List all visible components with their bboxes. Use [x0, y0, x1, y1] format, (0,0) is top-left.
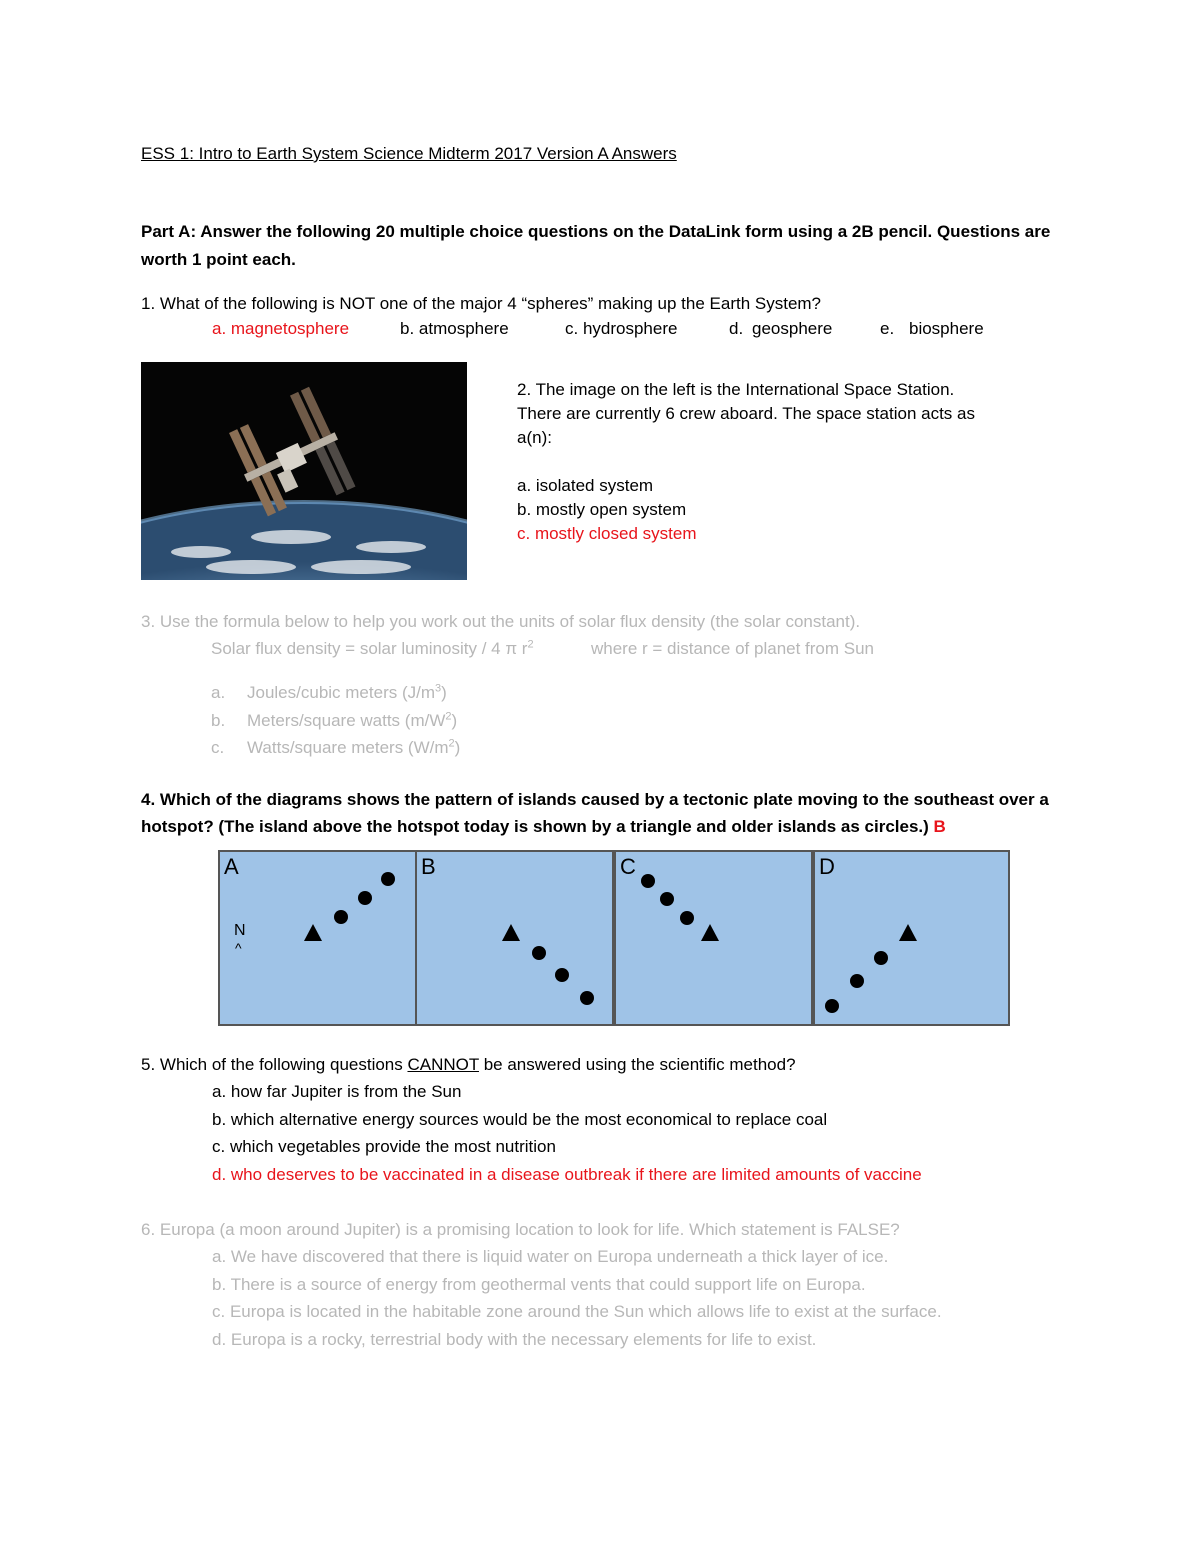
island-circle: [641, 874, 655, 888]
q3-option-c-end: ): [454, 738, 461, 757]
panel-letter-c: C: [620, 854, 636, 879]
q5-question-start: 5. Which of the following questions: [141, 1055, 408, 1074]
north-label: N: [234, 922, 246, 939]
diagram-panel-c: [614, 850, 813, 1026]
q3-option-a-sup: 3: [435, 682, 442, 695]
q2-option-b: b. mostly open system: [517, 500, 687, 519]
hotspot-diagrams: [218, 850, 1010, 1030]
q1-option-d-text: geosphere: [752, 319, 833, 338]
q5-option-b: b. which alternative energy sources would be the most economical to replace coal: [212, 1110, 828, 1129]
q1-question: 1. What of the following is NOT one of the major 4 “spheres” making up the Earth System?: [141, 294, 822, 313]
q6-option-b: b. There is a source of energy from geothermal vents that could support life on Europa.: [212, 1275, 866, 1294]
part-a-instructions-line2: worth 1 point each.: [141, 250, 296, 269]
q6-option-d: d. Europa is a rocky, terrestrial body with the necessary elements for life to exist.: [212, 1330, 817, 1349]
q2-option-a: a. isolated system: [517, 476, 654, 495]
island-circle: [334, 910, 348, 924]
q5-question-end: be answered using the scientific method?: [478, 1055, 796, 1074]
q1-option-e-letter: e.: [880, 319, 895, 338]
q1-option-d-letter: d.: [729, 319, 744, 338]
q3-option-b-text: [247, 710, 457, 732]
q1-option-a: a. magnetosphere: [212, 319, 350, 338]
iss-photo-illustration: [141, 362, 467, 580]
island-circle: [874, 951, 888, 965]
q2-line3: a(n):: [517, 428, 552, 447]
island-circle: [580, 991, 594, 1005]
hotspot-triangle: [502, 924, 520, 941]
q3-option-a-label: Joules/cubic meters (J/m: [247, 683, 435, 702]
part-a-instructions-line1: Part A: Answer the following 20 multiple choice questions on the DataLink form using a 2B pencil. Questions are: [141, 222, 1051, 241]
q2-option-c: c. mostly closed system: [517, 524, 697, 543]
q6-option-a: a. We have discovered that there is liquid water on Europa underneath a thick layer of ice.: [212, 1247, 889, 1266]
island-circle: [825, 999, 839, 1013]
diagram-panel-d: [813, 850, 1010, 1026]
q5-question-emphasis: CANNOT: [407, 1055, 479, 1074]
q6-question: 6. Europa (a moon around Jupiter) is a promising location to look for life. Which statement is FALSE?: [141, 1220, 900, 1239]
q3-formula: [211, 638, 534, 660]
q4-answer: B: [933, 817, 946, 836]
q1-option-e-text: biosphere: [909, 319, 984, 338]
q3-option-b-label: Meters/square watts (m/W: [247, 711, 446, 730]
q3-formula-text: Solar flux density = solar luminosity / 4 π r: [211, 639, 528, 658]
diagram-panel-a: [218, 850, 417, 1026]
diagram-panel-b: [415, 850, 614, 1026]
q4-line1: 4. Which of the diagrams shows the pattern of islands caused by a tectonic plate moving to the southeast over a: [141, 790, 1049, 809]
q3-option-b-end: ): [451, 711, 458, 730]
island-circle: [358, 891, 372, 905]
q3-formula-where: where r = distance of planet from Sun: [591, 639, 875, 658]
q3-option-c-label: Watts/square meters (W/m: [247, 738, 449, 757]
island-circle: [680, 911, 694, 925]
q3-option-a-text: [247, 682, 447, 704]
q2-line1: 2. The image on the left is the International Space Station.: [517, 380, 955, 399]
q5-option-d: d. who deserves to be vaccinated in a disease outbreak if there are limited amounts of vaccine: [212, 1165, 922, 1184]
q3-option-c-sup: 2: [448, 737, 455, 750]
panel-d-shapes: [815, 852, 1008, 1024]
q3-question: 3. Use the formula below to help you work out the units of solar flux density (the solar constant).: [141, 612, 861, 631]
q5-option-a: a. how far Jupiter is from the Sun: [212, 1082, 462, 1101]
q3-option-a-letter: a.: [211, 683, 226, 702]
iss-photo: [141, 362, 467, 580]
panel-a-shapes: [220, 852, 415, 1024]
q5-option-c: c. which vegetables provide the most nutrition: [212, 1137, 556, 1156]
panel-letter-b: B: [421, 854, 436, 879]
q1-option-b: b. atmosphere: [400, 319, 509, 338]
q3-option-b-letter: b.: [211, 711, 226, 730]
q3-option-c-letter: c.: [211, 738, 225, 757]
hotspot-triangle: [701, 924, 719, 941]
panel-c-shapes: [616, 852, 811, 1024]
island-circle: [850, 974, 864, 988]
q3-option-b-sup: 2: [445, 710, 452, 723]
island-circle: [381, 872, 395, 886]
q3-formula-sup: 2: [527, 638, 534, 651]
island-circle: [555, 968, 569, 982]
q1-option-c: c. hydrosphere: [565, 319, 678, 338]
q2-line2: There are currently 6 crew aboard. The space station acts as: [517, 404, 975, 423]
q4-line2: [141, 816, 946, 838]
q3-option-a-end: ): [441, 683, 447, 702]
island-circle: [532, 946, 546, 960]
q3-option-c-text: [247, 737, 460, 759]
document-title: ESS 1: Intro to Earth System Science Midterm 2017 Version A Answers: [141, 144, 677, 163]
island-circle: [660, 892, 674, 906]
q6-option-c: c. Europa is located in the habitable zone around the Sun which allows life to exist at the surface.: [212, 1302, 942, 1321]
north-arrow-icon: ^: [235, 940, 242, 956]
hotspot-triangle: [304, 924, 322, 941]
panel-b-shapes: [417, 852, 612, 1024]
panel-letter-d: D: [819, 854, 835, 879]
panel-letter-a: A: [224, 854, 239, 879]
q4-line2-text: hotspot? (The island above the hotspot today is shown by a triangle and older islands as circles.): [141, 817, 929, 836]
hotspot-triangle: [899, 924, 917, 941]
q5-question: [141, 1054, 796, 1076]
